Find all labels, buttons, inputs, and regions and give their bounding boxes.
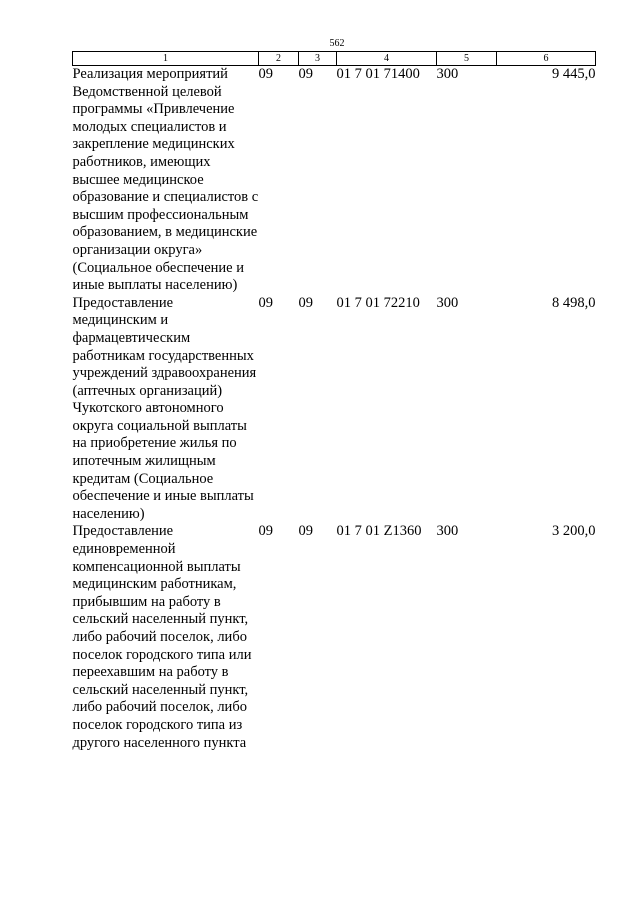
header-col-4: 4 — [337, 52, 437, 66]
row-subsection: 09 — [298, 523, 313, 540]
table-row — [73, 523, 596, 752]
header-col-6: 6 — [497, 52, 596, 66]
header-col-5: 5 — [437, 52, 497, 66]
table-row — [73, 295, 596, 524]
row-target-code: 01 7 01 71400 — [336, 66, 420, 82]
row-name: Предоставление медицинским и фармацевтическим работникам государственных учреждений здравоохранения (аптечных организаций) Чукотского автономного округа социальной выплаты на приобретение жилья по ипотечным жилищным кредитам (Социальное обеспечение и иные выплаты населению) — [72, 294, 257, 522]
budget-table — [72, 51, 596, 752]
row-target-code: 01 7 01 Z1360 — [336, 523, 422, 540]
row-amount: 3 200,0 — [552, 523, 596, 540]
row-target-code: 01 7 01 72210 — [336, 294, 420, 311]
header-col-2: 2 — [259, 52, 299, 66]
header-col-1: 1 — [73, 52, 259, 66]
row-name: Предоставление единовременной компенсационной выплаты медицинским работникам, прибывшим на работу в сельский населенный пункт, либо рабочий поселок, либо поселок городского типа или переехавшим на работу в сельский населенный пункт, либо рабочий поселок, либо поселок городского типа из другого населенного пункта — [72, 523, 252, 751]
row-amount: 9 445,0 — [552, 66, 596, 82]
row-amount: 8 498,0 — [552, 294, 596, 311]
row-expense-type: 300 — [436, 294, 459, 311]
header-row — [73, 52, 596, 66]
row-section: 09 — [258, 523, 273, 540]
table-header — [73, 52, 596, 66]
row-name: Реализация мероприятий Ведомственной целевой программы «Привлечение молодых специалистов и закрепление медицинских работников, имеющих высшее медицинское образование и специалистов с высшим профессиональным образованием, в медицинские организации округа» (Социальное обеспечение и иные выплаты населению) — [72, 66, 259, 294]
row-subsection: 09 — [298, 66, 313, 82]
row-subsection: 09 — [298, 294, 313, 311]
row-expense-type: 300 — [436, 523, 459, 540]
header-col-3: 3 — [299, 52, 337, 66]
table-body — [73, 66, 596, 753]
row-expense-type: 300 — [436, 66, 459, 82]
page-number: 562 — [329, 38, 345, 49]
table-row — [73, 66, 596, 295]
row-section: 09 — [258, 294, 273, 311]
row-section: 09 — [258, 66, 273, 82]
